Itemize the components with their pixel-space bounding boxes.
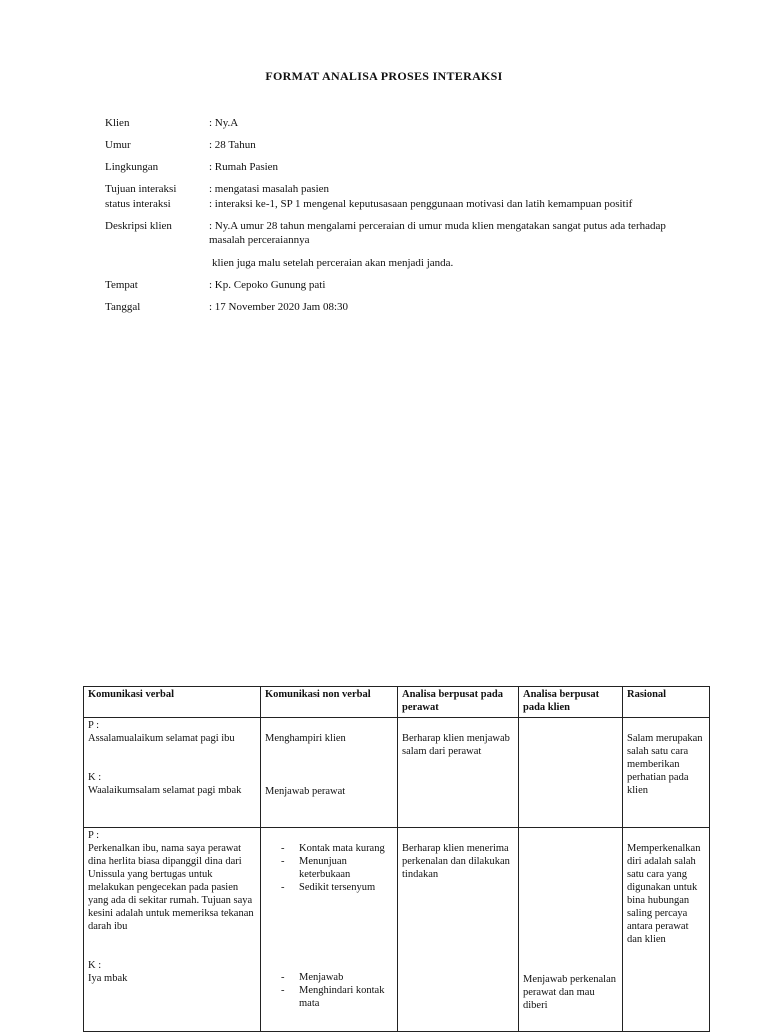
speaker-label: P : [88, 720, 99, 731]
list-item: - Sedikit tersenyum [279, 881, 393, 894]
info-value: : mengatasi masalah pasien [209, 183, 330, 195]
header-komunikasi-verbal: Komunikasi verbal [84, 687, 261, 718]
list-item: - Menghindari kontak mata [279, 984, 393, 1010]
verbal-text: Waalaikumsalam selamat pagi mbak [88, 785, 242, 796]
info-value: : Kp. Cepoko Gunung pati [209, 279, 326, 291]
rasional-text: Salam merupakan salah satu cara memberikan perhatian pada klien [627, 733, 703, 796]
list-item: - Kontak mata kurang [279, 842, 393, 855]
nonverbal-list [265, 971, 393, 1010]
info-label: Deskripsi klien [105, 220, 172, 232]
nonverbal-text: Menjawab perawat [265, 786, 346, 797]
speaker-label: K : [88, 960, 102, 971]
info-label: Klien [105, 117, 130, 129]
info-value: : interaksi ke-1, SP 1 mengenal keputusasaan penggunaan motivasi dan latih kemampuan positif [209, 198, 633, 210]
list-item: - Menjawab [279, 971, 393, 984]
cell-analisa-klien [519, 828, 623, 1032]
info-value: : 28 Tahun [209, 139, 256, 151]
deskripsi-continuation: klien juga malu setelah perceraian akan menjadi janda. [212, 257, 454, 269]
verbal-text: Perkenalkan ibu, nama saya perawat dina herlita biasa dipanggil dina dari Unissula yang bertugas untuk melakukan pengecekan pada pasien yang ada di sekitar rumah. Tujuan saya kesini adalah untuk memeriksa tekanan darah ibu [88, 843, 254, 932]
info-value: : Rumah Pasien [209, 161, 279, 173]
speaker-label: P : [88, 830, 99, 841]
info-label: Umur [105, 139, 131, 151]
verbal-text: Assalamualaikum selamat pagi ibu [88, 733, 235, 744]
analisa-text: Menjawab perkenalan perawat dan mau diberi [523, 974, 616, 1011]
cell-analisa-perawat [398, 718, 519, 828]
table-row [84, 828, 710, 1032]
cell-non-verbal [261, 718, 398, 828]
info-value: : Ny.A umur 28 tahun mengalami perceraian di umur muda klien mengatakan sangat putus ada terhadap masalah perceraiannya [209, 220, 666, 246]
header-analisa-klien: Analisa berpusat pada klien [519, 687, 623, 718]
header-analisa-perawat: Analisa berpusat pada perawat [398, 687, 519, 718]
speaker-label: K : [88, 772, 102, 783]
cell-non-verbal [261, 828, 398, 1032]
cell-analisa-perawat [398, 828, 519, 1032]
nonverbal-list [265, 842, 393, 894]
interaction-analysis-table [83, 686, 710, 1032]
info-value: : Ny.A [209, 117, 239, 129]
cell-verbal [84, 828, 261, 1032]
verbal-text: Iya mbak [88, 973, 128, 984]
table-header-row [84, 687, 710, 718]
document-title: FORMAT ANALISA PROSES INTERAKSI [265, 69, 503, 83]
info-label: Tanggal [105, 301, 141, 313]
info-label: Tempat [105, 279, 138, 291]
cell-rasional [623, 828, 710, 1032]
cell-verbal [84, 718, 261, 828]
header-komunikasi-non-verbal: Komunikasi non verbal [261, 687, 398, 718]
nonverbal-text: Menghampiri klien [265, 733, 346, 744]
cell-analisa-klien [519, 718, 623, 828]
info-label: Lingkungan [105, 161, 159, 173]
analisa-text: Berharap klien menerima perkenalan dan dilakukan tindakan [402, 843, 510, 880]
table-row [84, 718, 710, 828]
analisa-text: Berharap klien menjawab salam dari perawat [402, 733, 510, 757]
rasional-text: Memperkenalkan diri adalah salah satu cara yang digunakan untuk bina hubungan saling percaya antara perawat dan klien [627, 843, 701, 945]
list-item: - Menunjuan keterbukaan [279, 855, 393, 881]
info-value: : 17 November 2020 Jam 08:30 [209, 301, 349, 313]
cell-rasional [623, 718, 710, 828]
info-label: status interaksi [105, 198, 171, 210]
info-label: Tujuan interaksi [105, 183, 177, 195]
header-rasional: Rasional [623, 687, 710, 718]
